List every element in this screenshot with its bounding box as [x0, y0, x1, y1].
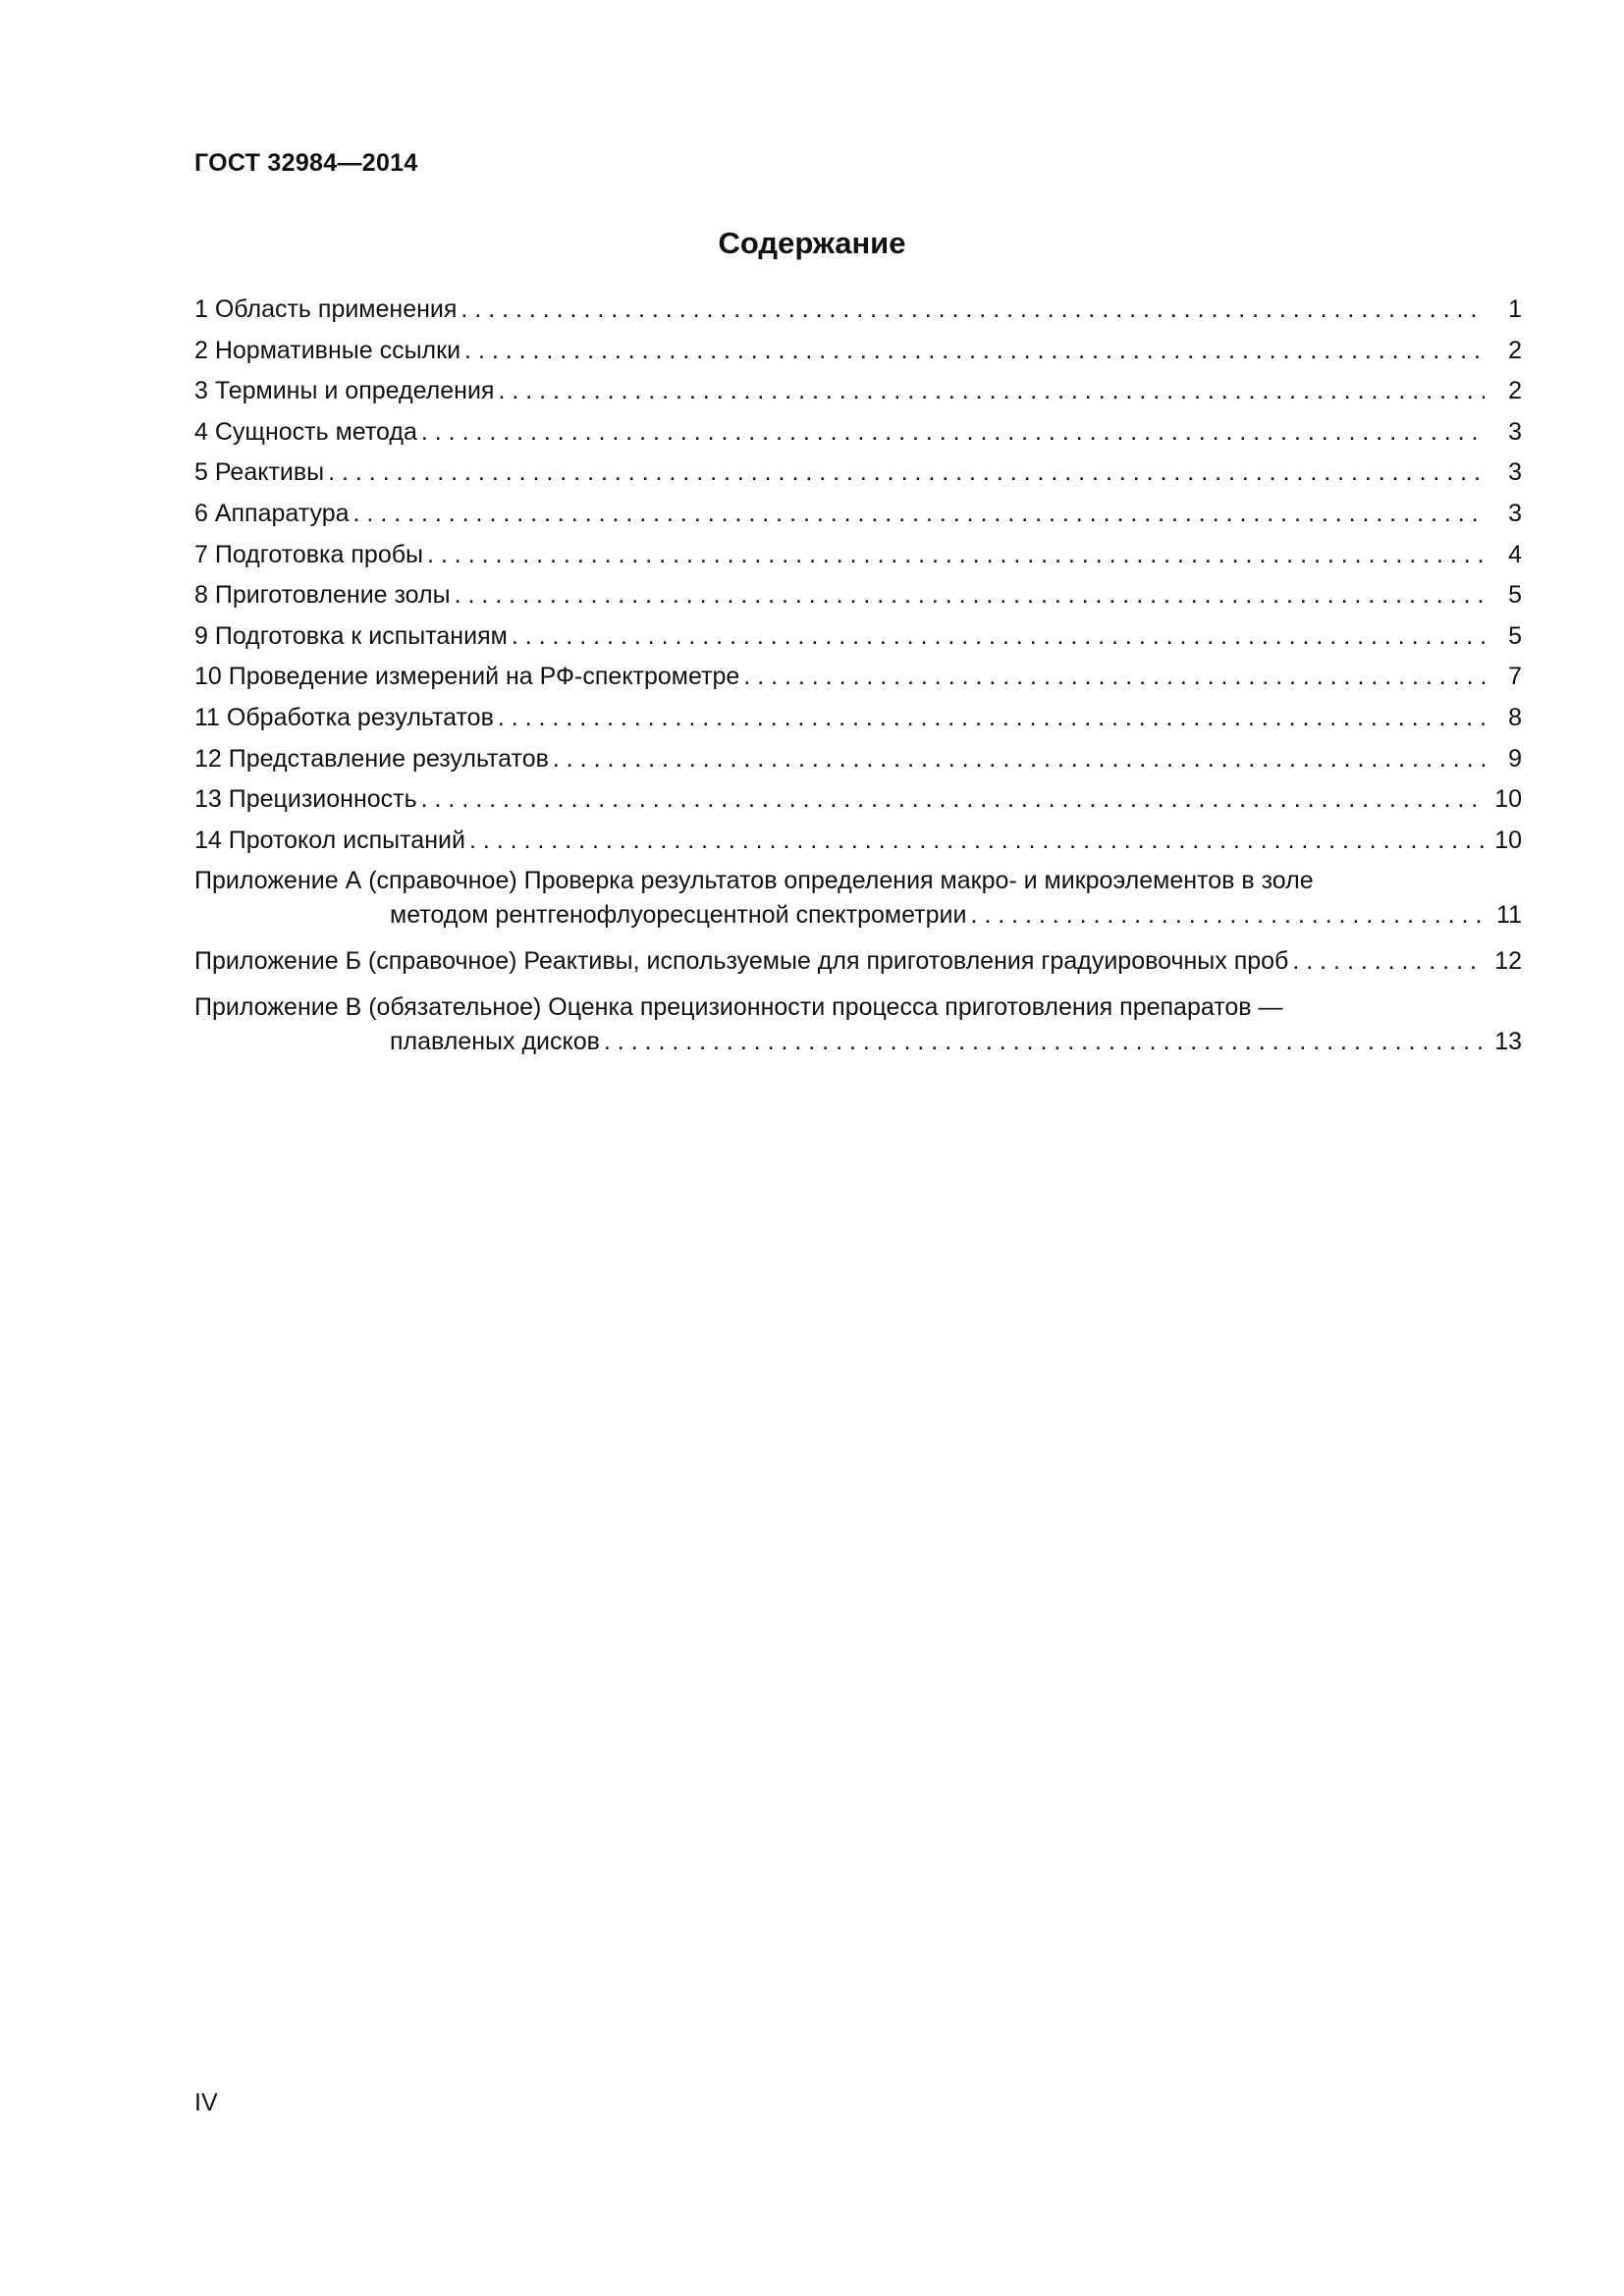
toc-entry-label: 13 Прецизионность	[194, 785, 417, 814]
toc-appendix-v[interactable]	[194, 990, 1522, 1059]
toc-entry-label: 14 Протокол испытаний	[194, 826, 465, 854]
dot-leader	[427, 538, 1485, 572]
table-of-contents	[194, 293, 1522, 1071]
toc-entry-page: 3	[1508, 458, 1522, 487]
toc-entry-page: 4	[1508, 540, 1522, 568]
toc-entry-page: 3	[1508, 417, 1522, 446]
toc-entry[interactable]	[194, 742, 1522, 783]
dot-leader	[1292, 944, 1485, 979]
toc-entry[interactable]	[194, 782, 1522, 824]
toc-entry-page: 2	[1508, 377, 1522, 405]
toc-entry-label: 7 Подготовка пробы	[194, 540, 424, 568]
toc-entry[interactable]	[194, 497, 1522, 538]
toc-entry-label: 8 Приготовление золы	[194, 581, 451, 610]
toc-entry-label: 12 Представление результатов	[194, 744, 549, 773]
toc-entry-label: 2 Нормативные ссылки	[194, 336, 461, 364]
toc-appendix-continuation: плавленых дисков	[390, 1028, 600, 1056]
toc-entry-page: 2	[1508, 336, 1522, 364]
toc-entry-page: 8	[1508, 703, 1522, 731]
toc-entry-label: 1 Область применения	[194, 295, 458, 323]
toc-entry[interactable]	[194, 334, 1522, 375]
toc-entry-label: 3 Термины и определения	[194, 377, 495, 405]
toc-entry-page: 10	[1494, 826, 1522, 854]
toc-entry[interactable]	[194, 578, 1522, 619]
toc-title: Содержание	[718, 226, 906, 260]
toc-entry[interactable]	[194, 824, 1522, 865]
dot-leader	[421, 415, 1485, 450]
toc-appendix-b[interactable]	[194, 944, 1522, 979]
toc-entry[interactable]	[194, 374, 1522, 415]
toc-appendix-title: Приложение В (обязательное) Оценка прецизионности процесса приготовления препаратов —	[194, 993, 1283, 1022]
toc-entry[interactable]	[194, 293, 1522, 334]
toc-entry[interactable]	[194, 455, 1522, 497]
toc-entry-label: 6 Аппаратура	[194, 499, 350, 527]
dot-leader	[455, 578, 1485, 613]
toc-entry-label: 10 Проведение измерений на РФ-спектрометре	[194, 663, 740, 691]
document-id: ГОСТ 32984—2014	[194, 149, 418, 177]
dot-leader	[421, 782, 1485, 817]
dot-leader	[512, 619, 1485, 654]
toc-entry[interactable]	[194, 660, 1522, 701]
toc-entry[interactable]	[194, 619, 1522, 661]
dot-leader	[498, 701, 1485, 735]
dot-leader	[469, 824, 1485, 858]
toc-entry-page: 3	[1508, 499, 1522, 527]
toc-appendix-a[interactable]	[194, 864, 1522, 933]
toc-appendix-title: Приложение А (справочное) Проверка результатов определения макро- и микроэлементов в золе	[194, 867, 1314, 895]
toc-appendix-title: Приложение Б (справочное) Реактивы, используемые для приготовления градуировочных проб	[194, 947, 1289, 976]
dot-leader	[604, 1025, 1485, 1059]
toc-entry-page: 5	[1508, 581, 1522, 610]
dot-leader	[743, 660, 1485, 694]
dot-leader	[553, 742, 1485, 776]
dot-leader	[460, 293, 1485, 327]
dot-leader	[464, 334, 1485, 368]
toc-entry-label: 4 Сущность метода	[194, 417, 417, 446]
dot-leader	[498, 374, 1485, 408]
page-folio: IV	[194, 2089, 218, 2116]
toc-entry-page: 11	[1496, 901, 1522, 930]
dot-leader	[353, 497, 1485, 531]
toc-entry-page: 7	[1508, 663, 1522, 691]
toc-entry-label: 5 Реактивы	[194, 458, 325, 487]
dot-leader	[328, 455, 1485, 490]
toc-entry-page: 12	[1494, 947, 1522, 976]
toc-entry[interactable]	[194, 415, 1522, 456]
toc-entry[interactable]	[194, 701, 1522, 742]
toc-entry-label: 11 Обработка результатов	[194, 703, 494, 731]
dot-leader	[970, 898, 1485, 933]
toc-entry-page: 10	[1494, 785, 1522, 814]
toc-entry-page: 9	[1508, 744, 1522, 773]
toc-entry-page: 13	[1494, 1028, 1522, 1056]
toc-entry[interactable]	[194, 538, 1522, 579]
toc-entry-page: 5	[1508, 621, 1522, 650]
toc-entry-label: 9 Подготовка к испытаниям	[194, 621, 508, 650]
toc-appendix-continuation: методом рентгенофлуоресцентной спектрометрии	[390, 901, 967, 930]
toc-entry-page: 1	[1508, 295, 1522, 323]
